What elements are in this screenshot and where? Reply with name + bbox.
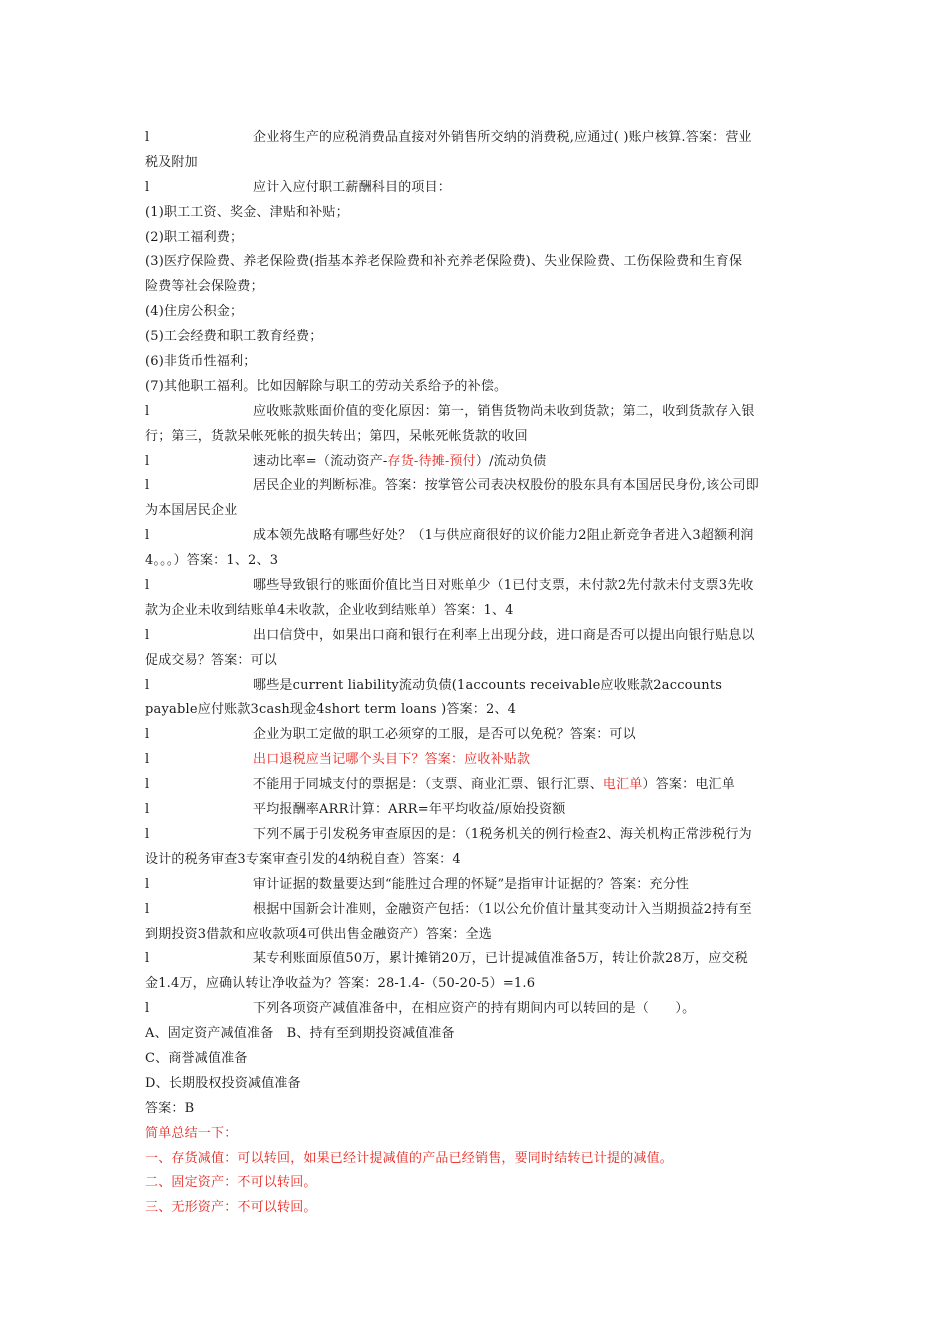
text-line bbox=[145, 151, 807, 176]
text-line bbox=[145, 1072, 807, 1097]
text-line bbox=[145, 325, 807, 350]
text-line bbox=[145, 773, 807, 798]
line-text: C、商誉减值准备 bbox=[145, 1050, 248, 1066]
bullet-marker: l bbox=[145, 627, 150, 643]
text-line bbox=[145, 1147, 807, 1172]
text-line bbox=[145, 201, 807, 226]
text-line bbox=[145, 126, 807, 151]
line-text: 哪些导致银行的账面价值比当日对账单少（1已付支票，未付款2先付款未付支票3先收 bbox=[253, 578, 754, 594]
text-line bbox=[145, 524, 807, 549]
bullet-marker: l bbox=[145, 901, 150, 917]
bullet-marker: l bbox=[145, 453, 150, 469]
line-text: 根据中国新会计准则，金融资产包括：（1以公允价值计量其变动计入当期损益2持有至 bbox=[253, 901, 752, 917]
bullet-marker: l bbox=[145, 403, 150, 419]
line-text: 款为企业未收到结账单4未收款，企业收到结账单）答案：1、4 bbox=[145, 602, 514, 618]
text-line bbox=[145, 176, 807, 201]
line-text: payable应付账款3cash现金4short term loans )答案：2、4 bbox=[145, 702, 517, 718]
highlighted-text: 一、存货减值：可以转回，如果已经计提减值的产品已经销售，要同时结转已计提的减值。 bbox=[145, 1150, 674, 1166]
highlighted-text: 出口退税应当记哪个头目下？答案：应收补贴款 bbox=[253, 752, 531, 768]
text-line bbox=[145, 599, 807, 624]
highlighted-text: 二、固定资产：不可以转回。 bbox=[145, 1175, 317, 1191]
line-text: 4。。。）答案：1、2、3 bbox=[145, 553, 279, 569]
line-text: 哪些是current liability流动负债(1accounts receivable应收账款2accounts bbox=[253, 677, 723, 693]
line-text: 答案：B bbox=[145, 1100, 195, 1116]
text-line bbox=[145, 748, 807, 773]
line-text: 促成交易？答案：可以 bbox=[145, 652, 278, 668]
text-line bbox=[145, 1122, 807, 1147]
text-line bbox=[145, 549, 807, 574]
document-page bbox=[145, 126, 807, 1221]
line-text: 企业为职工定做的职工必须穿的工服，是否可以免税？答案：可以 bbox=[253, 727, 636, 743]
text-line bbox=[145, 300, 807, 325]
line-text: 居民企业的判断标准。答案：按掌管公司表决权股份的股东具有本国居民身份,该公司即 bbox=[253, 478, 759, 494]
text-line bbox=[145, 1171, 807, 1196]
text-line bbox=[145, 474, 807, 499]
text-line bbox=[145, 226, 807, 251]
bullet-marker: l bbox=[145, 802, 150, 818]
text-line bbox=[145, 947, 807, 972]
line-text: 应收账款账面价值的变化原因：第一，销售货物尚未收到货款；第二，收到货款存入银 bbox=[253, 403, 755, 419]
text-line bbox=[145, 499, 807, 524]
text-line bbox=[145, 250, 807, 275]
line-text: 税及附加 bbox=[145, 154, 198, 170]
text-line bbox=[145, 400, 807, 425]
text-line bbox=[145, 698, 807, 723]
highlighted-text: 三、无形资产：不可以转回。 bbox=[145, 1200, 317, 1216]
line-text: 平均报酬率ARR计算：ARR=年平均收益/原始投资额 bbox=[253, 802, 566, 818]
highlighted-text: 简单总结一下： bbox=[145, 1125, 238, 1141]
text-line bbox=[145, 574, 807, 599]
text-line bbox=[145, 649, 807, 674]
text-line bbox=[145, 1196, 807, 1221]
line-text: (7)其他职工福利。比如因解除与职工的劳动关系给予的补偿。 bbox=[145, 378, 508, 394]
text-line bbox=[145, 898, 807, 923]
line-text: 成本领先战略有哪些好处？（1与供应商很好的议价能力2阻止新竞争者进入3超额利润 bbox=[253, 528, 754, 544]
bullet-marker: l bbox=[145, 1001, 150, 1017]
line-text: (6)非货币性福利； bbox=[145, 354, 257, 370]
highlighted-text: 存货-待摊-预付 bbox=[387, 453, 476, 469]
text-line bbox=[145, 275, 807, 300]
line-text: 应计入应付职工薪酬科目的项目： bbox=[253, 179, 452, 195]
line-text: 审计证据的数量要达到“能胜过合理的怀疑”是指审计证据的？答案：充分性 bbox=[253, 876, 690, 892]
text-line bbox=[145, 1047, 807, 1072]
bullet-marker: l bbox=[145, 876, 150, 892]
line-text: 出口信贷中，如果出口商和银行在利率上出现分歧，进口商是否可以提出向银行贴息以 bbox=[253, 627, 755, 643]
bullet-marker: l bbox=[145, 777, 150, 793]
line-text: 下列不属于引发税务审查原因的是：（1税务机关的例行检查2、海关机构正常涉税行为 bbox=[253, 826, 752, 842]
line-text: 下列各项资产减值准备中，在相应资产的持有期间内可以转回的是（ ）。 bbox=[253, 1001, 696, 1017]
bullet-marker: l bbox=[145, 528, 150, 544]
bullet-marker: l bbox=[145, 179, 150, 195]
line-text: 为本国居民企业 bbox=[145, 503, 238, 519]
line-text: A、固定资产减值准备 B、持有至到期投资减值准备 bbox=[145, 1026, 455, 1042]
line-text: ）/流动负债 bbox=[475, 453, 547, 469]
bullet-marker: l bbox=[145, 826, 150, 842]
bullet-marker: l bbox=[145, 727, 150, 743]
line-text: (5)工会经费和职工教育经费； bbox=[145, 329, 323, 345]
bullet-marker: l bbox=[145, 752, 150, 768]
line-text: 企业将生产的应税消费品直接对外销售所交纳的消费税,应通过( )账户核算.答案：营业 bbox=[253, 130, 752, 145]
line-text: 不能用于同城支付的票据是：（支票、商业汇票、银行汇票、 bbox=[253, 777, 603, 793]
line-text: (2)职工福利费； bbox=[145, 229, 244, 245]
line-text: 行；第三，货款呆帐死帐的损失转出；第四，呆帐死帐货款的收回 bbox=[145, 428, 528, 444]
text-line bbox=[145, 674, 807, 699]
line-text: 险费等社会保险费； bbox=[145, 279, 264, 295]
text-line bbox=[145, 624, 807, 649]
text-line bbox=[145, 375, 807, 400]
line-text: 到期投资3借款和应收款项4可供出售金融资产）答案：全选 bbox=[145, 926, 492, 942]
text-line bbox=[145, 873, 807, 898]
line-text: 某专利账面原值50万，累计摊销20万，已计提减值准备5万，转让价款28万，应交税 bbox=[253, 951, 748, 967]
highlighted-text: 电汇单 bbox=[602, 777, 643, 793]
bullet-marker: l bbox=[145, 478, 150, 494]
text-line bbox=[145, 1097, 807, 1122]
line-text: (1)职工工资、奖金、津贴和补贴； bbox=[145, 204, 349, 220]
text-line bbox=[145, 1022, 807, 1047]
line-text: 设计的税务审查3专案审查引发的4纳税自查）答案：4 bbox=[145, 851, 461, 867]
line-text: 金1.4万，应确认转让净收益为？答案：28-1.4-（50-20-5）=1.6 bbox=[145, 976, 536, 992]
line-text: D、长期股权投资减值准备 bbox=[145, 1075, 301, 1091]
text-line bbox=[145, 798, 807, 823]
text-line bbox=[145, 997, 807, 1022]
text-line bbox=[145, 823, 807, 848]
line-text: ）答案：电汇单 bbox=[642, 777, 735, 793]
line-text: (3)医疗保险费、养老保险费(指基本养老保险费和补充养老保险费)、失业保险费、工伤保险费和生育保 bbox=[145, 254, 743, 270]
bullet-marker: l bbox=[145, 130, 150, 145]
text-line bbox=[145, 450, 807, 475]
line-text: (4)住房公积金； bbox=[145, 304, 244, 320]
bullet-marker: l bbox=[145, 578, 150, 594]
text-line bbox=[145, 723, 807, 748]
bullet-marker: l bbox=[145, 951, 150, 967]
line-text: 速动比率=（流动资产- bbox=[253, 453, 388, 469]
text-line bbox=[145, 425, 807, 450]
bullet-marker: l bbox=[145, 677, 150, 693]
text-line bbox=[145, 848, 807, 873]
text-line bbox=[145, 350, 807, 375]
text-line bbox=[145, 923, 807, 948]
text-line bbox=[145, 972, 807, 997]
